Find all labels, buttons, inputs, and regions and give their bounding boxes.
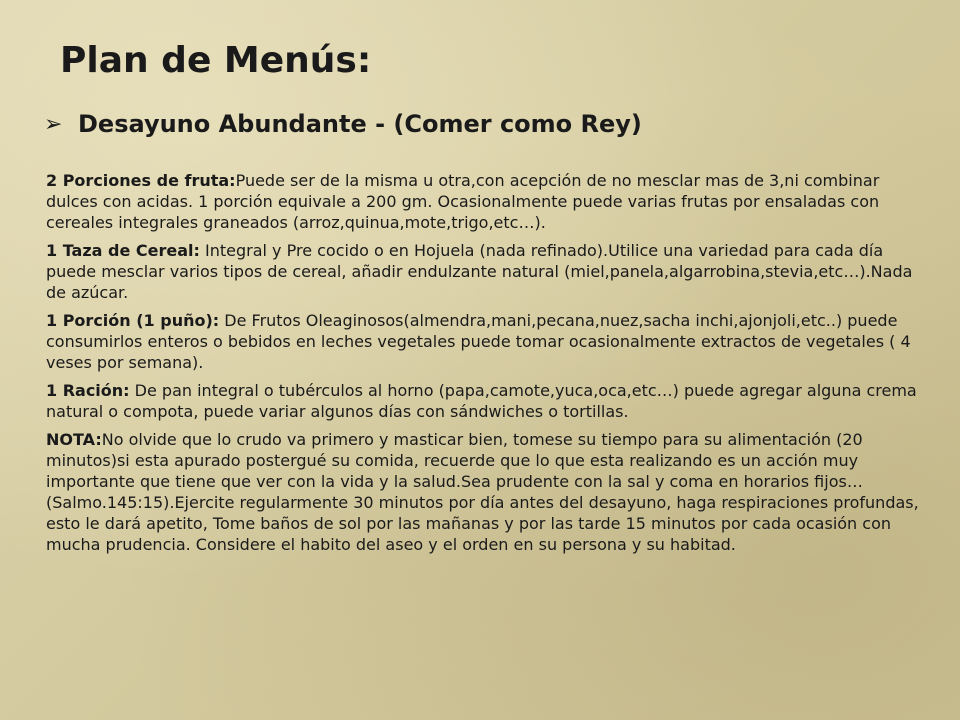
paragraph-note bbox=[46, 429, 926, 555]
paragraph-label: 1 Ración: bbox=[46, 381, 130, 400]
paragraph-cereal bbox=[46, 240, 926, 303]
paragraph-text: Integral y Pre cocido o en Hojuela (nada refinado).Utilice una variedad para cada día puede mesclar varios tipos de cereal, añadir endulzante natural (miel,panela,algarrobina,stevia,etc…).Nada de azúcar. bbox=[46, 241, 913, 302]
paragraph-nuts bbox=[46, 310, 926, 373]
paragraph-label: NOTA: bbox=[46, 430, 102, 449]
page-title: Plan de Menús: bbox=[60, 40, 372, 81]
paragraph-text: De Frutos Oleaginosos(almendra,mani,pecana,nuez,sacha inchi,ajonjoli,etc..) puede consumirlos enteros o bebidos en leches vegetales puede tomar ocasionalmente extractos de vegetales ( 4 veses por semana). bbox=[46, 311, 911, 372]
section-heading-label: Desayuno Abundante - (Comer como Rey) bbox=[78, 110, 642, 138]
paragraph-bread bbox=[46, 380, 926, 422]
paragraph-label: 1 Taza de Cereal: bbox=[46, 241, 200, 260]
paragraph-text: No olvide que lo crudo va primero y masticar bien, tomese su tiempo para su alimentación (20 minutos)si esta apurado postergué su comida, recuerde que lo que esta realizando es un acción muy importante que tiene que ver con la vida y la salud.Sea prudente con la sal y coma en horarios fijos…(Salmo.145:15).Ejercite regularmente 30 minutos por día antes del desayuno, haga respiraciones profundas, esto le dará apetito, Tome baños de sol por las mañanas y por las tarde 15 minutos por cada ocasión con mucha prudencia. Considere el habito del aseo y el orden en su persona y su habitad. bbox=[46, 430, 919, 554]
paragraph-label: 2 Porciones de fruta: bbox=[46, 171, 236, 190]
paragraph-fruit bbox=[46, 170, 926, 233]
section-heading bbox=[44, 110, 642, 138]
paragraph-text: Puede ser de la misma u otra,con acepción de no mesclar mas de 3,ni combinar dulces con acidas. 1 porción equivale a 200 gm. Ocasionalmente puede varias frutas por ensaladas con cereales integrales graneados (arroz,quinua,mote,trigo,etc…). bbox=[46, 171, 880, 232]
paragraph-text: De pan integral o tubérculos al horno (papa,camote,yuca,oca,etc…) puede agregar alguna crema natural o compota, puede variar algunos días con sándwiches o tortillas. bbox=[46, 381, 917, 421]
arrow-bullet-icon: ➢ bbox=[44, 111, 63, 137]
menu-content bbox=[46, 170, 926, 562]
paragraph-label: 1 Porción (1 puño): bbox=[46, 311, 220, 330]
